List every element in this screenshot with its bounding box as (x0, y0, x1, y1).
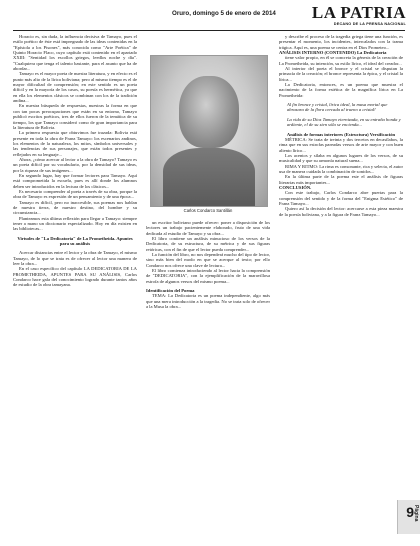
paragraph: Ahora, ¿cómo acercar al lector a la obra de Tamayo? Tamayo es un poeta difícil por su vocabulario, por la densidad de sus ideas, por la riqueza de sus imágenes... (13, 156, 137, 173)
paragraph: un escritor boliviano puede ofrecer: poner a disposición de los lectores un trabajo pacientemente elaborado, fruto de una vida dedicada al estudio de Tamayo y su obra... (146, 220, 270, 236)
header-rule (13, 30, 405, 31)
newspaper-tagline: DECANO DE LA PRENSA NACIONAL (333, 22, 406, 26)
paragraph: Los acentos y sílaba en algunos lugares de los versos, de su musicalidad y que su armonía natural suena... (279, 152, 403, 164)
paragraph: RIMA Y RITMO: La rima es consonante, rica y selecta, el autor usa de manera cuidada la combinación de sonidos... (279, 163, 403, 174)
section-heading: Identificación del Poema (146, 288, 195, 294)
section-heading: Virtudes de "La Dedicatoria" de La Prometheida. Apuntes para su análisis (17, 235, 133, 247)
author-photo (150, 55, 268, 207)
masthead (0, 0, 420, 30)
paragraph: La primera respuesta que obtuvimos fue trazada: Bolivia está presente en toda la obra de Franz Tamayo: los escenarios andinos, los elementos de la naturaleza, los mitos, símbolos universales y las tendencias de sus personajes, que están todos presentes y reflejados en su lenguaje... (13, 130, 137, 157)
paragraph: MÉTRICA: Se trata de treinta y dos tercetos en decasílabos, la rima que en sus estrofas pareadas versos de arte mayor y con buen aliento lírico... (279, 136, 403, 153)
paragraph: TEMA: La Dedicatoria es un poema independiente, algo más que una mera introducción a la tragedia. No se trata solo de ofrecer a la Musa la obra... (146, 293, 270, 310)
section-heading: CONCLUSIÓN. (279, 184, 312, 190)
paragraph: Con este trabajo, Carlos Condarco abre puertas para la comprensión del sentido y de la forma del "Enigma Estético" de Franz Tamayo... (279, 190, 403, 206)
paragraph: En la última parte de la poema este el análisis de figuras literarias más importantes... (279, 174, 403, 185)
paragraph: La Dedicatoria, entonces, es un poema que muestra el nacimiento de la forma estética de la magnífica lírica en La Prometheida: (279, 82, 403, 98)
page-number: 9 (406, 504, 414, 520)
paragraph: Horacio es, sin duda, la influencia decisiva de Tamayo, pues el estilo poético de éste está impregnado de las ideas contenidas en la "Epístola a los Pisones", más conocida como "Arte Poética" de Quinto Horacio Flaco, cuyo capítulo está contenido en el apartado XXIII: "Sentidad los escollos griegos, leedlos noche y día". "Cualquiera que tenga el talento bastante, para el asunto que ha de abordar... (13, 34, 137, 72)
dateline: Oruro, domingo 5 de enero de 2014 (172, 10, 276, 17)
column-3 (279, 34, 403, 534)
column-2 (146, 220, 270, 534)
section-heading: Análisis de formas interiores (Estructura) Versificación (286, 131, 396, 137)
newspaper-brand: LA PATRIA (311, 3, 406, 22)
paragraph: El libro comienza introduciendo al lector hacia la comprensión de "DEDICATORIA", con la ejemplificación de la maravillosa estrofa de algunos versos del mismo poema... (146, 268, 270, 284)
paragraph: Planteamos esta última reflexión para llegar a Tamayo: siempre tener a mano un diccionario especializado. Hoy en día existen en las bibliotecas... (13, 215, 137, 232)
paragraph: La función del libro, no nos dependerá mucho del tipo de lector, sino más bien del modo en que se acerque al texto; por ello Condarco nos ofrece una clave de lectura... (146, 252, 270, 268)
paragraph: En segundo lugar, hay que formar lectores para Tamayo. Aquí está comprometida la escuela, pues es allí donde los alumnos deben ser introducidos en la lectura de los clásicos... (13, 172, 137, 189)
verse: Al fin bronce y cristal, lírica ideal, la musa mortal que abrasara de la flora cercada al trueno a cristal! (287, 102, 388, 113)
paragraph: tiene valor propio, en él se concreta la génesis de la creación de La Prometheida, su intención, su estilo lírico, el ideal del creador... (279, 55, 403, 66)
photo-face (179, 76, 239, 148)
photo-caption: Carlos Condarco Santillán (183, 208, 233, 213)
photo-body (163, 148, 255, 206)
page-label: Página (413, 505, 419, 522)
paragraph: Tamayo es el mayor poeta de nuestra literatura, y en efecto es el punto más alto de la lírica boliviana; pero al mismo tiempo es el de mayor dificultad de comprensión; en este sentido es un poeta difícil y en la mayoría de los casos, su poesía es hermética, ya que en ella los elementos clásicos se combinan con los de la tradición andina... (13, 71, 137, 104)
verse: La vida de su Dios Tamayo eternizada, en su entraña honda y ardiente, el de su sien sóla se encienda... (287, 116, 401, 128)
section-heading: ANÁLISIS INTERNO (CONTENIDO) La Dedicatoria (279, 50, 387, 56)
paragraph: El libro contiene un análisis minucioso de los versos de la Dedicatoria, de su estructura, de su métrica y de sus figuras retóricas, con el fin de que el lector pueda comprender... (146, 236, 270, 252)
column-1 (13, 34, 137, 534)
paragraph: y describe el proceso de la tragedia griega tiene una función, es presentar el momento, los incidentes, intercalados con la trama trágica. Aquí es, una poema se centra en el Dios Prometeo... (279, 34, 403, 50)
paragraph: Es necesario comprender al poeta a través de su obra, porque la obra de Tamayo es expresión de un pensamiento y de una época... (13, 188, 137, 200)
paragraph: Acercar distancias entre el lector y la obra de Tamayo, el mismo Tamayo, de lo que se trata es de ofrecer al lector una manera de leer la obra... (13, 250, 137, 267)
paragraph: En nuestra búsqueda de respuestas, nuestras la forma en que con tan pocas preocupaciones que están en su entorno, Tamayo publicó escritos poéticos, tres de ellos fueron de la temática de su tiempo, los que Tamayo consideró como de gran importancia para la literatura de Bolivia. (13, 103, 137, 130)
paragraph: Al interior del poeta el bronce y el cristal se disputan la primacía de la creación; el bronce representa la épica, y el cristal la lírica... (279, 66, 403, 82)
paragraph: Tamayo es difícil, pero no inaccesible, sus poemas nos hablan de nuestra tierra, de nuestro destino, del hombre y su circunstancia... (13, 199, 137, 216)
paragraph: Quiero así la decisión del lector: acercarse a esta pieza maestra de la poesía boliviana, y a la figura de Franz Tamayo... (279, 206, 403, 217)
paragraph: En el caso específico del capítulo LA DEDICATORIA DE LA PROMETHEIDA, APUNTES PARA SU ANÁLISIS, Carlos Condarco hace gala del conocimiento logrado durante tantos años de estudio de la obra tamayana. (13, 266, 137, 288)
